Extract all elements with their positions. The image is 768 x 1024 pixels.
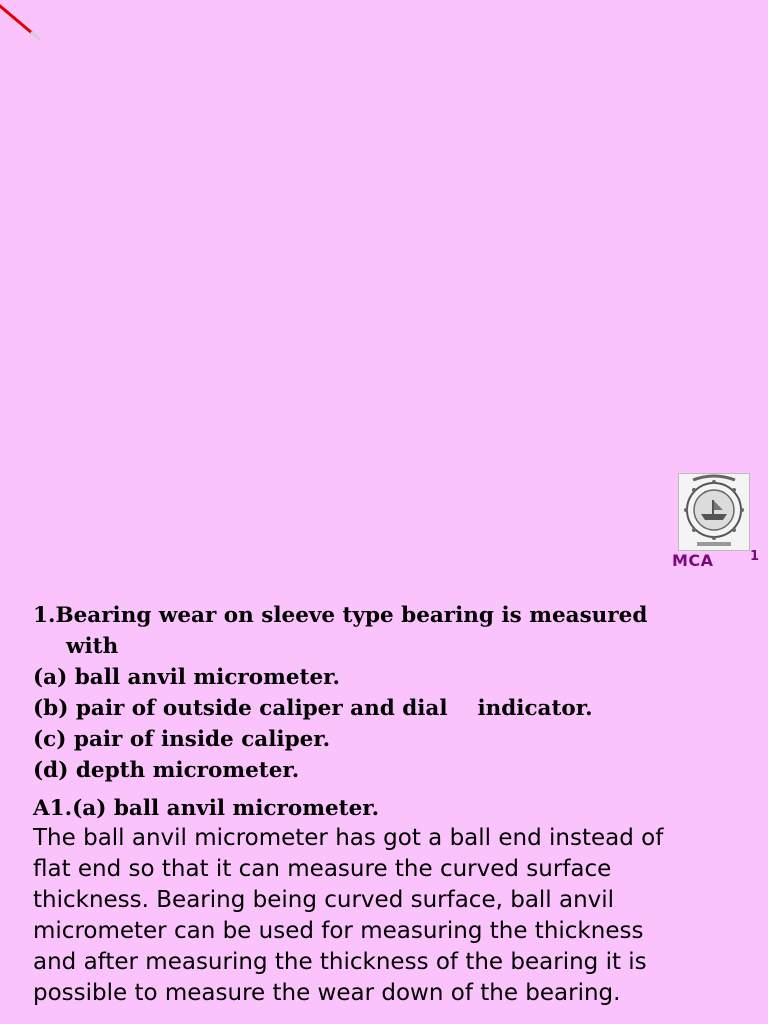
explanation-line: flat end so that it can measure the curved surface [33, 856, 612, 882]
institute-logo [678, 473, 750, 551]
option-c: (c) pair of inside caliper. [33, 727, 331, 752]
question-stem: 1.Bearing wear on sleeve type bearing is measured [33, 603, 648, 628]
explanation-line: micrometer can be used for measuring the thickness [33, 918, 644, 944]
page-number: 1 [750, 549, 760, 564]
option-b: (b) pair of outside caliper and dial indicator. [33, 696, 593, 721]
option-d: (d) depth micrometer. [33, 758, 300, 783]
answer-explanation [33, 823, 663, 1009]
explanation-line: possible to measure the wear down of the bearing. [33, 980, 621, 1006]
explanation-line: and after measuring the thickness of the bearing it is [33, 949, 647, 975]
explanation-line: thickness. Bearing being curved surface, ball anvil [33, 887, 615, 913]
mca-label: MCA [672, 551, 714, 570]
option-a: (a) ball anvil micrometer. [33, 665, 340, 690]
answer-heading: A1.(a) ball anvil micrometer. [33, 796, 380, 821]
question-block [33, 600, 733, 786]
question-stem-continued: with [66, 634, 119, 659]
laser-pointer-line [0, 0, 50, 50]
explanation-line: The ball anvil micrometer has got a ball end instead of [33, 825, 664, 851]
